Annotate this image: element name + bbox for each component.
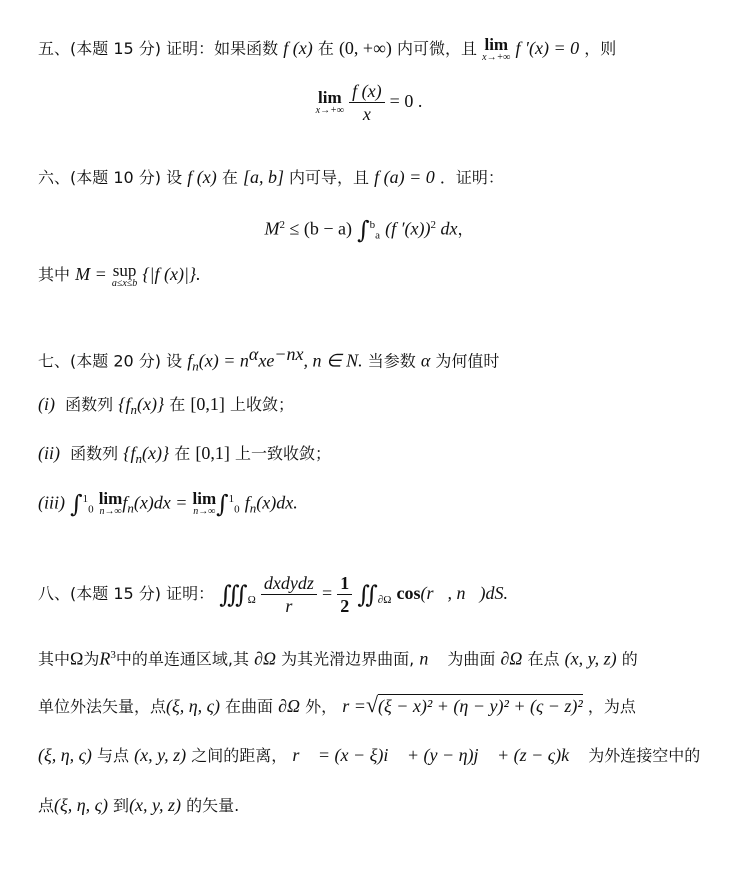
problem-8-para-2 bbox=[38, 694, 636, 718]
problem-5-statement bbox=[38, 36, 616, 63]
t: 为其光滑边界曲面, bbox=[281, 649, 415, 669]
problem-7-number: 七、 bbox=[38, 351, 71, 371]
integrand: (f ′(x)) bbox=[385, 218, 431, 239]
t: 中的单连通区域,其 bbox=[115, 649, 250, 669]
function-f: f (x) bbox=[283, 38, 313, 58]
triple-integral-sign: ∭ bbox=[219, 580, 248, 609]
fn-2: f bbox=[244, 492, 250, 513]
rest: (x)dx = bbox=[133, 492, 188, 513]
t: 点 bbox=[38, 796, 55, 815]
operator: ≤ (b − a) bbox=[284, 218, 352, 239]
t: 在点 bbox=[527, 649, 560, 669]
seq-sub: n bbox=[135, 451, 142, 467]
rhs: = 0 . bbox=[389, 91, 423, 111]
lower: 0 bbox=[88, 503, 94, 516]
problem-8-number: 八、 bbox=[38, 584, 71, 603]
radicand: (ξ − x)² + (η − y)² + (ς − z)² bbox=[378, 696, 583, 716]
set: {|f (x)|}. bbox=[142, 264, 201, 284]
equals: = bbox=[321, 583, 333, 603]
integral-sign: ∫ bbox=[357, 215, 370, 244]
upper-2: 1 bbox=[228, 493, 235, 505]
square: 2 bbox=[430, 219, 436, 231]
text-in: 在 bbox=[221, 168, 238, 187]
problem-8-para-4 bbox=[38, 794, 239, 817]
item-label: (i) bbox=[38, 394, 55, 414]
integral-sign-2: ∫ bbox=[216, 489, 229, 518]
seq: {f bbox=[123, 443, 136, 463]
t: 外， bbox=[305, 697, 338, 716]
seq-rest: (x)} bbox=[136, 394, 165, 414]
upper-limit: b bbox=[369, 219, 376, 231]
item-text: 函数列 bbox=[65, 395, 114, 414]
condition: f (a) = 0 bbox=[374, 167, 435, 187]
double-sub: ∂Ω bbox=[377, 594, 392, 607]
fn: f bbox=[122, 492, 128, 513]
problem-6-statement bbox=[38, 166, 504, 189]
r-eq: r = bbox=[342, 696, 366, 716]
point: (x, y, z) bbox=[129, 795, 182, 815]
function-f: f (x) bbox=[187, 167, 217, 187]
problem-7-score: (本题 20 分) bbox=[70, 351, 162, 371]
exp: −nx bbox=[274, 344, 304, 364]
problem-8-para-1 bbox=[38, 644, 638, 670]
problem-6-display bbox=[0, 214, 738, 247]
question-tail: 为何值时 bbox=[435, 351, 500, 371]
boundary: ∂Ω bbox=[500, 648, 523, 669]
t: 单位外法矢量，点 bbox=[38, 697, 167, 716]
cos: cos bbox=[396, 583, 421, 603]
problem-5-score: (本题 15 分) bbox=[70, 39, 162, 58]
t: 为外连接空中的 bbox=[588, 746, 701, 765]
upper: 1 bbox=[82, 493, 89, 505]
sup-operator: sup a≤x≤b bbox=[111, 261, 138, 289]
problem-7-item-1 bbox=[38, 393, 294, 421]
problem-6-number: 六、 bbox=[38, 168, 71, 187]
def-tail: , n ∈ N. bbox=[303, 350, 363, 371]
problem-6-where bbox=[38, 262, 201, 289]
fraction: $\frac{f (x)}{x}$ bbox=[349, 80, 384, 125]
text-diff: 内可微，且 bbox=[397, 39, 478, 58]
problem-7-item-3 bbox=[38, 488, 298, 521]
interval: [0,1] bbox=[195, 443, 230, 463]
interval: [0,1] bbox=[190, 394, 225, 414]
t: 到 bbox=[113, 796, 130, 815]
limit-2: lim n→∞ bbox=[192, 489, 217, 518]
item-label: (iii) bbox=[38, 492, 65, 513]
problem-5-display bbox=[0, 80, 738, 125]
point: (ξ, η, ς) bbox=[38, 745, 92, 765]
problem-5-number: 五、 bbox=[38, 39, 71, 58]
problem-8-para-3 bbox=[38, 744, 700, 767]
r-vec: r⃗ = (x − ξ)i⃗ + (y − η)j⃗ + (z − ς)k⃗ bbox=[292, 745, 584, 765]
half: $\frac{1}{2}$ bbox=[337, 572, 352, 617]
item-tail: 上一致收敛； bbox=[234, 444, 331, 463]
t: 与点 bbox=[97, 746, 130, 765]
point: (x, y, z) bbox=[564, 648, 617, 669]
problem-7-item-2 bbox=[38, 442, 331, 470]
item-text: 函数列 bbox=[70, 444, 119, 463]
point: (x, y, z) bbox=[134, 745, 187, 765]
problem-8-lead: 证明： bbox=[166, 584, 215, 603]
boundary: ∂Ω bbox=[278, 696, 301, 716]
text-in: 在 bbox=[317, 39, 334, 58]
t: 的 bbox=[621, 649, 638, 669]
problem-8-score: (本题 15 分) bbox=[70, 584, 162, 603]
point: (ξ, η, ς) bbox=[54, 795, 108, 815]
problem-7-statement bbox=[38, 343, 499, 378]
limit: lim x→+∞ bbox=[482, 35, 511, 63]
question: 当参数 bbox=[367, 351, 416, 371]
R-exp: 3 bbox=[110, 649, 116, 661]
t: ，为点 bbox=[587, 697, 636, 716]
limit: lim n→∞ bbox=[98, 489, 123, 518]
dx: dx bbox=[436, 218, 458, 239]
text-where: 其中 bbox=[38, 265, 71, 284]
sub: n bbox=[127, 500, 134, 516]
seq-sub: n bbox=[130, 402, 137, 418]
problem-7-lead: 设 bbox=[166, 351, 183, 371]
comma: ， bbox=[457, 219, 474, 239]
cos-arg: (r⃗, n⃗) bbox=[420, 583, 486, 603]
fraction: $\frac{\text{dxdydz}}{r}$ bbox=[261, 572, 317, 617]
lhs-M: M bbox=[264, 218, 280, 239]
fn: f bbox=[187, 350, 193, 371]
interval: (0, +∞) bbox=[338, 38, 392, 58]
n-vec: n⃗ bbox=[419, 648, 443, 669]
seq-rest: (x)} bbox=[141, 443, 170, 463]
text-prove: ．证明： bbox=[439, 168, 504, 187]
interval: [a, b] bbox=[242, 167, 284, 187]
sqrt-icon: √ bbox=[365, 692, 379, 717]
t: 为 bbox=[83, 649, 100, 669]
subscript: n bbox=[192, 358, 199, 374]
M-def: M = bbox=[75, 264, 107, 284]
condition: f ′(x) = 0 bbox=[515, 38, 580, 58]
omega: Ω bbox=[70, 648, 84, 669]
problem-6-lead: 设 bbox=[166, 168, 183, 187]
problem-5-lead: 证明：如果函数 bbox=[166, 39, 279, 58]
item-tail: 上收敛； bbox=[229, 395, 294, 414]
lower-limit: a bbox=[375, 229, 380, 242]
t: 在曲面 bbox=[225, 697, 274, 716]
sub-2: n bbox=[249, 500, 257, 516]
t: 为曲面 bbox=[447, 649, 496, 669]
t: 之间的距离， bbox=[191, 746, 288, 765]
text-in: 在 bbox=[174, 444, 191, 463]
problem-6-score: (本题 10 分) bbox=[70, 168, 162, 187]
lower-2: 0 bbox=[234, 503, 240, 516]
integral-sign: ∫ bbox=[70, 489, 83, 518]
def-x: xe bbox=[258, 350, 275, 371]
exponent: 2 bbox=[279, 219, 285, 231]
alpha: α bbox=[420, 350, 431, 371]
rest-2: (x)dx. bbox=[256, 492, 298, 513]
def-rest: (x) = n bbox=[198, 350, 249, 371]
text-then: ，则 bbox=[584, 39, 617, 58]
t: 其中 bbox=[38, 649, 71, 669]
R: R bbox=[99, 648, 111, 669]
display-limit: lim x→+∞ bbox=[315, 88, 344, 116]
alpha-exp: α bbox=[248, 344, 259, 364]
boundary: ∂Ω bbox=[254, 648, 277, 669]
double-integral-sign: ∬ bbox=[357, 580, 378, 609]
text-in: 在 bbox=[169, 395, 186, 414]
dS: dS. bbox=[485, 583, 508, 603]
problem-8-statement bbox=[38, 572, 508, 617]
point: (ξ, η, ς) bbox=[166, 696, 220, 716]
seq: {f bbox=[118, 394, 131, 414]
text-derivable: 内可导，且 bbox=[289, 168, 370, 187]
triple-sub: Ω bbox=[247, 594, 256, 607]
t: 的矢量. bbox=[186, 796, 240, 815]
item-label: (ii) bbox=[38, 443, 60, 463]
